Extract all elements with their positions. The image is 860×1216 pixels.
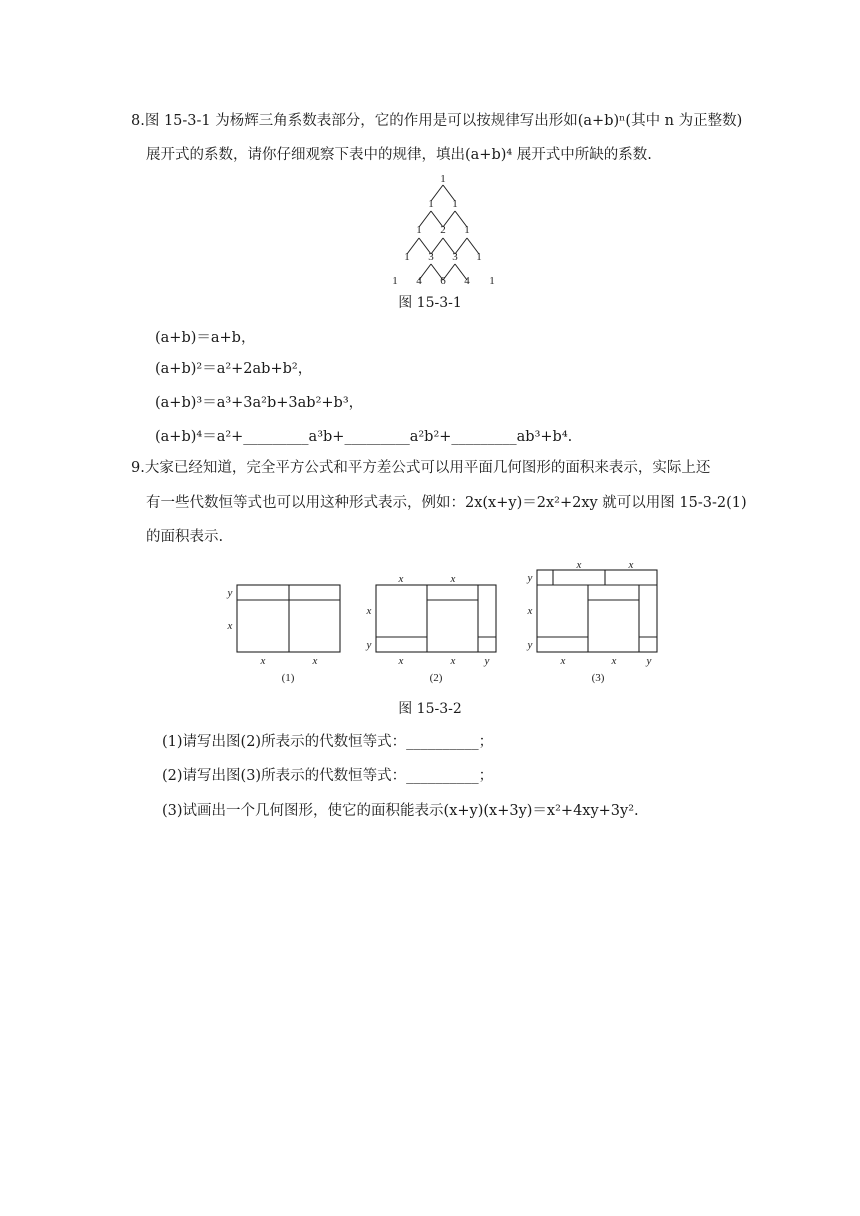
fig1-bottom-label: x [260, 655, 266, 667]
equation-1: (a+b)＝a+b， [155, 330, 256, 346]
triangle-num: 1 [440, 173, 446, 185]
fig1-bottom-label: x [312, 655, 318, 667]
fig2-left-label: y [366, 639, 372, 651]
sub-question-2: (2)请写出图(3)所表示的代数恒等式：__________； [162, 768, 494, 784]
triangle-num: 1 [489, 275, 495, 287]
triangle-num: 1 [404, 251, 410, 263]
fig3-bottom-label: y [646, 655, 652, 667]
triangle-num: 4 [416, 275, 422, 287]
fig2-label: (2) [429, 672, 443, 684]
q8-line-2: 展开式的系数，请你仔细观察下表中的规律，填出(a+b)⁴ 展开式中所缺的系数. [146, 147, 652, 163]
figure-caption-15-3-2: 图 15-3-2 [398, 701, 462, 717]
fig3-left-label: y [527, 572, 533, 584]
q8-line-1: 8.图 15-3-1 为杨辉三角系数表部分，它的作用是可以按规律写出形如(a+b)ⁿ(其中 n 为正整数) [131, 113, 743, 129]
fig3-top-label: x [628, 562, 634, 571]
fig3-bottom-label: x [560, 655, 566, 667]
triangle-num: 3 [452, 251, 458, 263]
fig1-left-label: y [227, 587, 233, 599]
triangle-num: 1 [452, 198, 458, 210]
triangle-num: 2 [440, 224, 446, 236]
yang-hui-triangle [385, 170, 505, 290]
triangle-num: 4 [464, 275, 470, 287]
fig2-left-label: x [366, 605, 372, 617]
fig3-left-label: x [527, 605, 533, 617]
fig2-top-label: x [398, 573, 404, 585]
triangle-num: 1 [428, 198, 434, 210]
fig3-label: (3) [591, 672, 605, 684]
fig2-bottom-label: y [484, 655, 490, 667]
triangle-num: 3 [428, 251, 434, 263]
fig2-top-label: x [450, 573, 456, 585]
triangle-num: 6 [440, 275, 446, 287]
fig3-bottom-label: x [611, 655, 617, 667]
equation-2: (a+b)²＝a²+2ab+b²， [155, 361, 313, 377]
q9-line-2: 有一些代数恒等式也可以用这种形式表示，例如：2x(x+y)＝2x²+2xy 就可以用图 15-3-2(1) [146, 495, 747, 511]
triangle-num: 1 [476, 251, 482, 263]
triangle-num: 1 [464, 224, 470, 236]
triangle-num: 1 [416, 224, 422, 236]
sub-question-1: (1)请写出图(2)所表示的代数恒等式：__________； [162, 734, 494, 750]
fig3-left-label: y [527, 639, 533, 651]
sub-question-3: (3)试画出一个几何图形，使它的面积能表示(x+y)(x+3y)＝x²+4xy+3y². [162, 803, 639, 819]
equation-4-fill-in: (a+b)⁴＝a²+_________a³b+_________a²b²+_________ab³+b⁴. [155, 429, 573, 445]
figure-caption-15-3-1: 图 15-3-1 [398, 295, 462, 311]
triangle-num: 1 [392, 275, 398, 287]
q9-line-3: 的面积表示. [146, 529, 224, 545]
fig1-label: (1) [281, 672, 295, 684]
fig1-left-label: x [227, 620, 233, 632]
area-figures [220, 562, 670, 688]
equation-3: (a+b)³＝a³+3a²b+3ab²+b³， [155, 395, 364, 411]
fig3-top-label: x [576, 562, 582, 571]
fig2-bottom-label: x [450, 655, 456, 667]
fig2-bottom-label: x [398, 655, 404, 667]
q9-line-1: 9.大家已经知道，完全平方公式和平方差公式可以用平面几何图形的面积来表示，实际上还 [131, 460, 711, 476]
